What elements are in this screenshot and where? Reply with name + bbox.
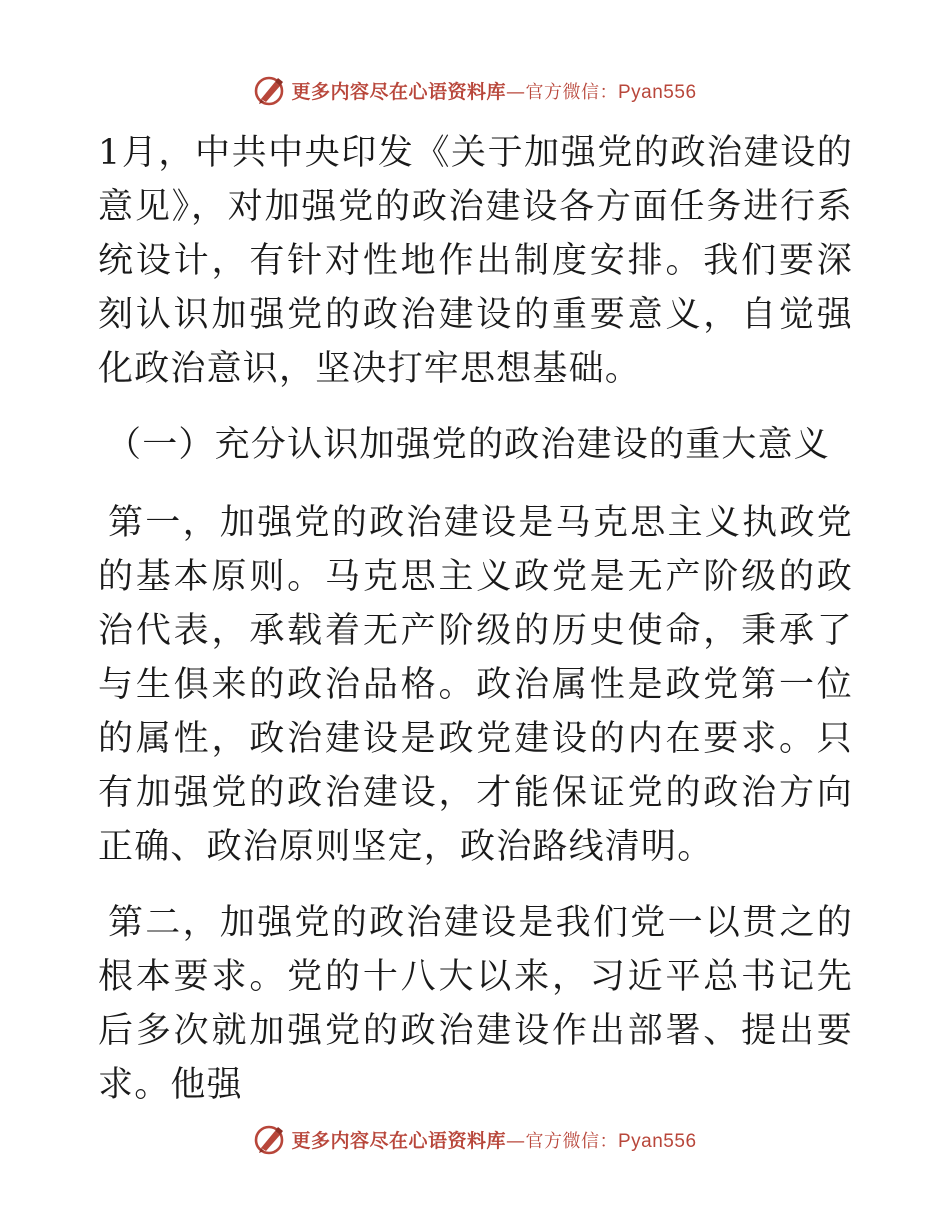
paragraph-intro: 1月，中共中央印发《关于加强党的政治建设的意见》，对加强党的政治建设各方面任务进行系统设计，有针对性地作出制度安排。我们要深刻认识加强党的政治建设的重要意义，自觉强化政治意识，坚决打牢思想基础。: [98, 133, 853, 389]
watermark-label: 官方微信：: [525, 1130, 618, 1152]
watermark-wechat-id: Pyan556: [618, 81, 697, 103]
watermark-wechat-id: Pyan556: [618, 1130, 697, 1152]
pen-logo-icon: [253, 73, 287, 107]
footer-watermark: [0, 1119, 950, 1159]
document-body: [98, 126, 853, 1112]
watermark-main-text: 更多内容尽在心语资料库: [291, 1129, 506, 1152]
pen-logo-icon: [253, 1122, 287, 1156]
section-heading: （一）充分认识加强党的政治建设的重大意义: [106, 425, 831, 465]
watermark-main-text: 更多内容尽在心语资料库: [291, 80, 506, 103]
header-watermark: [0, 70, 950, 110]
paragraph-second-point: 第二，加强党的政治建设是我们党一以贯之的根本要求。党的十八大以来，习近平总书记先后多次就加强党的政治建设作出部署、提出要求。他强: [98, 903, 853, 1105]
paragraph-first-point: 第一，加强党的政治建设是马克思主义执政党的基本原则。马克思主义政党是无产阶级的政治代表，承载着无产阶级的历史使命，秉承了与生俱来的政治品格。政治属性是政党第一位的属性，政治建设是政党建设的内在要求。只有加强党的政治建设，才能保证党的政治方向正确、政治原则坚定，政治路线清明。: [98, 503, 853, 867]
watermark-dash: —: [506, 80, 526, 103]
watermark-label: 官方微信：: [525, 81, 618, 103]
watermark-dash: —: [506, 1129, 526, 1152]
